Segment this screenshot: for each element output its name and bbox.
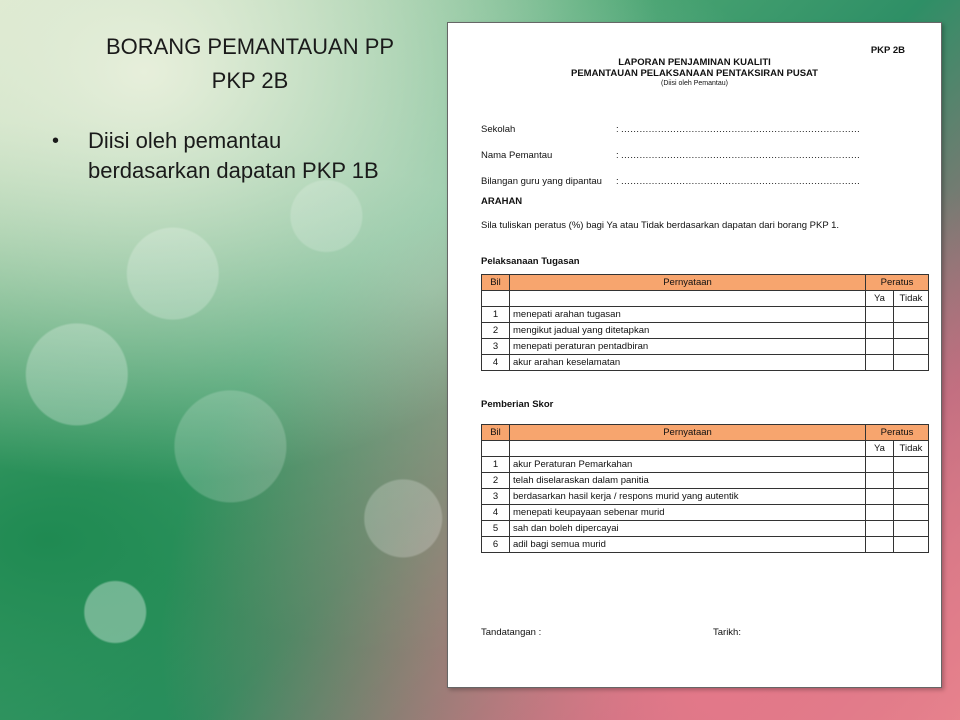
ya-cell[interactable] <box>866 521 894 537</box>
row-statement: akur arahan keselamatan <box>510 355 866 371</box>
section1-table <box>481 274 929 371</box>
form-heading-line2: PEMANTAUAN PELAKSANAAN PENTAKSIRAN PUSAT <box>570 68 818 79</box>
row-bil: 1 <box>482 307 510 323</box>
table-cell-empty <box>510 441 866 457</box>
row-bil: 4 <box>482 355 510 371</box>
form-heading <box>448 57 941 89</box>
field-label: Nama Pemantau <box>481 150 553 161</box>
col-header-pernyataan: Pernyataan <box>510 425 866 441</box>
tidak-cell[interactable] <box>894 355 929 371</box>
table-row <box>482 521 929 537</box>
tidak-cell[interactable] <box>894 521 929 537</box>
slide-title <box>60 30 440 98</box>
arahan-title: ARAHAN <box>481 196 523 207</box>
col-header-bil: Bil <box>482 425 510 441</box>
table-cell-empty <box>510 291 866 307</box>
row-bil: 3 <box>482 489 510 505</box>
tidak-cell[interactable] <box>894 537 929 553</box>
form-document <box>447 22 942 688</box>
row-statement: menepati arahan tugasan <box>510 307 866 323</box>
tidak-cell[interactable] <box>894 505 929 521</box>
field-value-line: : …………………………………………………………………… <box>616 176 860 187</box>
ya-cell[interactable] <box>866 339 894 355</box>
field-value-line: : …………………………………………………………………… <box>616 124 860 135</box>
bullet-list <box>52 126 382 186</box>
col-header-peratus: Peratus <box>866 275 929 291</box>
section1-title: Pelaksanaan Tugasan <box>481 256 580 267</box>
row-statement: berdasarkan hasil kerja / respons murid yang autentik <box>510 489 866 505</box>
form-code: PKP 2B <box>870 45 905 56</box>
row-statement: sah dan boleh dipercayai <box>510 521 866 537</box>
form-heading-line1: LAPORAN PENJAMINAN KUALITI <box>618 57 771 68</box>
tidak-cell[interactable] <box>894 489 929 505</box>
signature-label: Tandatangan : <box>481 627 542 638</box>
row-bil: 6 <box>482 537 510 553</box>
field-label: Sekolah <box>481 124 516 135</box>
field-label: Bilangan guru yang dipantau <box>481 176 602 187</box>
row-statement: adil bagi semua murid <box>510 537 866 553</box>
tidak-cell[interactable] <box>894 473 929 489</box>
row-bil: 3 <box>482 339 510 355</box>
field-sekolah <box>481 124 860 135</box>
form-heading-note: (Diisi oleh Pemantau) <box>661 80 728 87</box>
ya-cell[interactable] <box>866 537 894 553</box>
bullet-text: Diisi oleh pemantau berdasarkan dapatan PKP 1B <box>88 128 379 183</box>
table-row <box>482 505 929 521</box>
table-row <box>482 473 929 489</box>
ya-cell[interactable] <box>866 355 894 371</box>
table-cell-empty <box>482 291 510 307</box>
row-statement: menepati peraturan pentadbiran <box>510 339 866 355</box>
col-header-ya: Ya <box>866 291 894 307</box>
col-header-peratus: Peratus <box>866 425 929 441</box>
row-statement: akur Peraturan Pemarkahan <box>510 457 866 473</box>
row-statement: mengikut jadual yang ditetapkan <box>510 323 866 339</box>
col-header-ya: Ya <box>866 441 894 457</box>
section2-table <box>481 424 929 553</box>
ya-cell[interactable] <box>866 489 894 505</box>
row-bil: 2 <box>482 473 510 489</box>
ya-cell[interactable] <box>866 473 894 489</box>
ya-cell[interactable] <box>866 323 894 339</box>
slide-title-line2: PKP 2B <box>211 68 289 93</box>
section2-title: Pemberian Skor <box>481 399 554 410</box>
table-row <box>482 355 929 371</box>
tidak-cell[interactable] <box>894 307 929 323</box>
table-cell-empty <box>482 441 510 457</box>
row-statement: telah diselaraskan dalam panitia <box>510 473 866 489</box>
row-bil: 4 <box>482 505 510 521</box>
field-value-line: : …………………………………………………………………… <box>616 150 860 161</box>
table-row <box>482 339 929 355</box>
ya-cell[interactable] <box>866 457 894 473</box>
col-header-tidak: Tidak <box>894 291 929 307</box>
col-header-bil: Bil <box>482 275 510 291</box>
tidak-cell[interactable] <box>894 457 929 473</box>
ya-cell[interactable] <box>866 307 894 323</box>
slide-title-line1: BORANG PEMANTAUAN PP <box>105 34 395 59</box>
table-row <box>482 307 929 323</box>
tidak-cell[interactable] <box>894 323 929 339</box>
table-row <box>482 457 929 473</box>
field-bilangan-guru <box>481 176 860 187</box>
table-row <box>482 489 929 505</box>
field-nama-pemantau <box>481 150 860 161</box>
date-label: Tarikh: <box>713 627 741 638</box>
row-bil: 1 <box>482 457 510 473</box>
row-bil: 5 <box>482 521 510 537</box>
col-header-pernyataan: Pernyataan <box>510 275 866 291</box>
ya-cell[interactable] <box>866 505 894 521</box>
table-row <box>482 537 929 553</box>
col-header-tidak: Tidak <box>894 441 929 457</box>
bullet-dot-icon: • <box>52 130 60 152</box>
arahan-text: Sila tuliskan peratus (%) bagi Ya atau Tidak berdasarkan dapatan dari borang PKP 1. <box>481 220 840 231</box>
row-bil: 2 <box>482 323 510 339</box>
table-row <box>482 323 929 339</box>
tidak-cell[interactable] <box>894 339 929 355</box>
row-statement: menepati keupayaan sebenar murid <box>510 505 866 521</box>
